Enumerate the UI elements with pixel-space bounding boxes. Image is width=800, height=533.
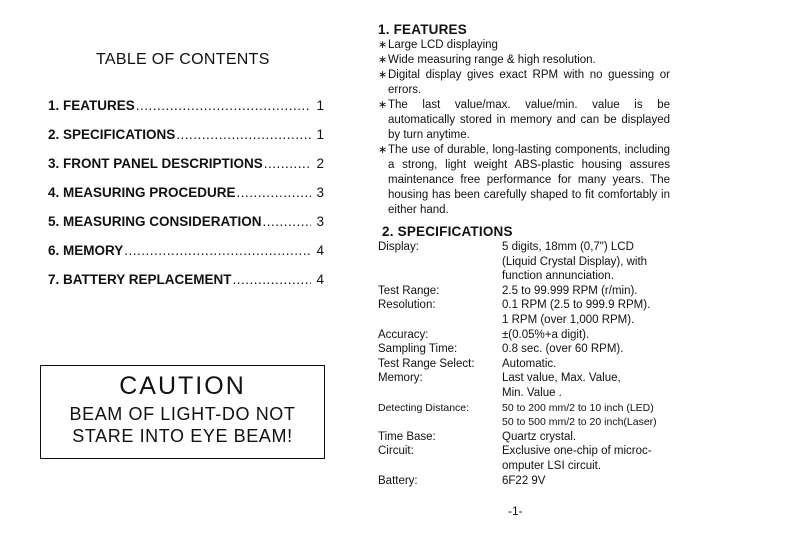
spec-key: Detecting Distance: — [378, 401, 470, 414]
spec-key: Test Range Select: — [378, 357, 475, 370]
spec-key: Memory: — [378, 372, 423, 385]
spec-value-line: ±(0.05%+a digit). — [502, 328, 590, 341]
spec-value — [502, 342, 678, 357]
toc-leader-dots — [263, 214, 311, 229]
toc-leader-dots — [124, 243, 311, 258]
spec-value-line: 0.1 RPM (2.5 to 999.9 RPM). — [502, 299, 651, 312]
bullet-icon: ∗ — [378, 69, 388, 81]
toc-item-label: 6. MEMORY — [48, 243, 124, 258]
bullet-icon: ∗ — [378, 99, 388, 111]
spec-row — [378, 401, 678, 430]
feature-text: Large LCD displaying — [388, 39, 498, 51]
toc-item-page: 2 — [316, 156, 324, 171]
spec-value — [502, 430, 678, 445]
spec-row — [378, 371, 678, 400]
spec-key: Display: — [378, 241, 419, 253]
toc-item-page: 3 — [316, 185, 324, 200]
spec-value — [502, 298, 678, 327]
spec-key: Time Base: — [378, 430, 436, 443]
spec-row — [378, 328, 678, 343]
feature-item — [378, 143, 670, 218]
spec-key: Resolution: — [378, 299, 436, 312]
toc-item-page: 4 — [316, 243, 324, 258]
toc-leader-dots — [233, 272, 311, 287]
toc-item-page: 4 — [316, 272, 324, 287]
toc-leader-dots — [264, 156, 311, 171]
toc-item-label: 1. FEATURES — [48, 98, 135, 113]
spec-row — [378, 430, 678, 445]
spec-value-line: (Liquid Crystal Display), with — [502, 255, 648, 268]
feature-text: The use of durable, long-lasting components, including a strong, light weight ABS-plastic housing assures maintenance free performance for many years. The housing has been carefully shaped to fit comfortably in either hand. — [388, 144, 670, 216]
feature-text: The last value/max. value/min. value is be automatically stored in memory and can be displayed by turn anytime. — [388, 99, 670, 141]
toc-item[interactable] — [48, 185, 324, 214]
spec-value-line: function annunciation. — [502, 270, 614, 283]
spec-value — [502, 444, 678, 473]
spec-row — [378, 474, 678, 489]
caution-line-2: STARE INTO EYE BEAM! — [72, 426, 293, 446]
spec-key: Test Range: — [378, 284, 440, 297]
spec-value-line: 1 RPM (over 1,000 RPM). — [502, 313, 635, 326]
feature-item — [378, 53, 670, 68]
spec-value-line: 2.5 to 99.999 RPM (r/min). — [502, 284, 638, 297]
caution-line-1: BEAM OF LIGHT-DO NOT — [69, 404, 296, 424]
spec-value-line: Min. Value . — [502, 386, 562, 399]
toc-item[interactable] — [48, 156, 324, 185]
spec-value — [502, 401, 678, 430]
spec-row — [378, 342, 678, 357]
toc-leader-dots — [237, 185, 311, 200]
toc-item-label: 3. FRONT PANEL DESCRIPTIONS — [48, 156, 263, 171]
spec-value-line: Last value, Max. Value, — [502, 372, 621, 385]
page-number: -1- — [508, 504, 523, 518]
spec-value-line: 50 to 500 mm/2 to 20 inch(Laser) — [502, 416, 657, 429]
specifications-table — [378, 240, 678, 488]
caution-title: CAUTION — [119, 372, 246, 400]
toc-title: TABLE OF CONTENTS — [96, 51, 270, 68]
toc-item-label: 2. SPECIFICATIONS — [48, 127, 176, 142]
toc-leader-dots — [176, 127, 311, 142]
spec-value-line: omputer LSI circuit. — [502, 459, 602, 472]
spec-value-line: Quartz crystal. — [502, 430, 577, 443]
spec-row — [378, 444, 678, 473]
bullet-icon: ∗ — [378, 39, 388, 51]
spec-value — [502, 474, 678, 489]
toc-item[interactable] — [48, 243, 324, 272]
spec-value-line: Exclusive one-chip of microc- — [502, 445, 652, 458]
spec-value-line: 0.8 sec. (over 60 RPM). — [502, 343, 624, 356]
toc-list — [48, 98, 324, 301]
toc-item[interactable] — [48, 98, 324, 127]
specifications-heading: 2. SPECIFICATIONS — [382, 224, 513, 239]
toc-item[interactable] — [48, 214, 324, 243]
bullet-icon: ∗ — [378, 54, 388, 66]
feature-item — [378, 38, 670, 53]
spec-value-line: 50 to 200 mm/2 to 10 inch (LED) — [502, 401, 654, 414]
spec-value — [502, 240, 678, 284]
toc-item-label: 4. MEASURING PROCEDURE — [48, 185, 236, 200]
feature-item — [378, 98, 670, 143]
toc-leader-dots — [136, 98, 311, 113]
feature-text: Digital display gives exact RPM with no guessing or errors. — [388, 69, 670, 96]
spec-value — [502, 328, 678, 343]
spec-value — [502, 371, 678, 400]
toc-item[interactable] — [48, 272, 324, 301]
spec-row — [378, 357, 678, 372]
spec-key: Battery: — [378, 474, 418, 487]
spec-row — [378, 298, 678, 327]
spec-key: Sampling Time: — [378, 343, 458, 356]
toc-item-page: 3 — [316, 214, 324, 229]
features-heading: 1. FEATURES — [378, 22, 467, 37]
spec-key: Circuit: — [378, 445, 414, 458]
spec-value — [502, 284, 678, 299]
spec-row — [378, 240, 678, 284]
feature-text: Wide measuring range & high resolution. — [388, 54, 596, 66]
spec-key: Accuracy: — [378, 328, 429, 341]
toc-item-label: 5. MEASURING CONSIDERATION — [48, 214, 262, 229]
toc-item-label: 7. BATTERY REPLACEMENT — [48, 272, 232, 287]
toc-item-page: 1 — [316, 127, 324, 142]
spec-value — [502, 357, 678, 372]
spec-row — [378, 284, 678, 299]
features-list — [378, 38, 670, 218]
spec-value-line: Automatic. — [502, 357, 557, 370]
toc-item-page: 1 — [316, 98, 324, 113]
toc-item[interactable] — [48, 127, 324, 156]
spec-value-line: 5 digits, 18mm (0,7") LCD — [502, 241, 634, 253]
spec-value-line: 6F22 9V — [502, 474, 546, 487]
bullet-icon: ∗ — [378, 144, 388, 156]
caution-box — [40, 365, 325, 459]
feature-item — [378, 68, 670, 98]
